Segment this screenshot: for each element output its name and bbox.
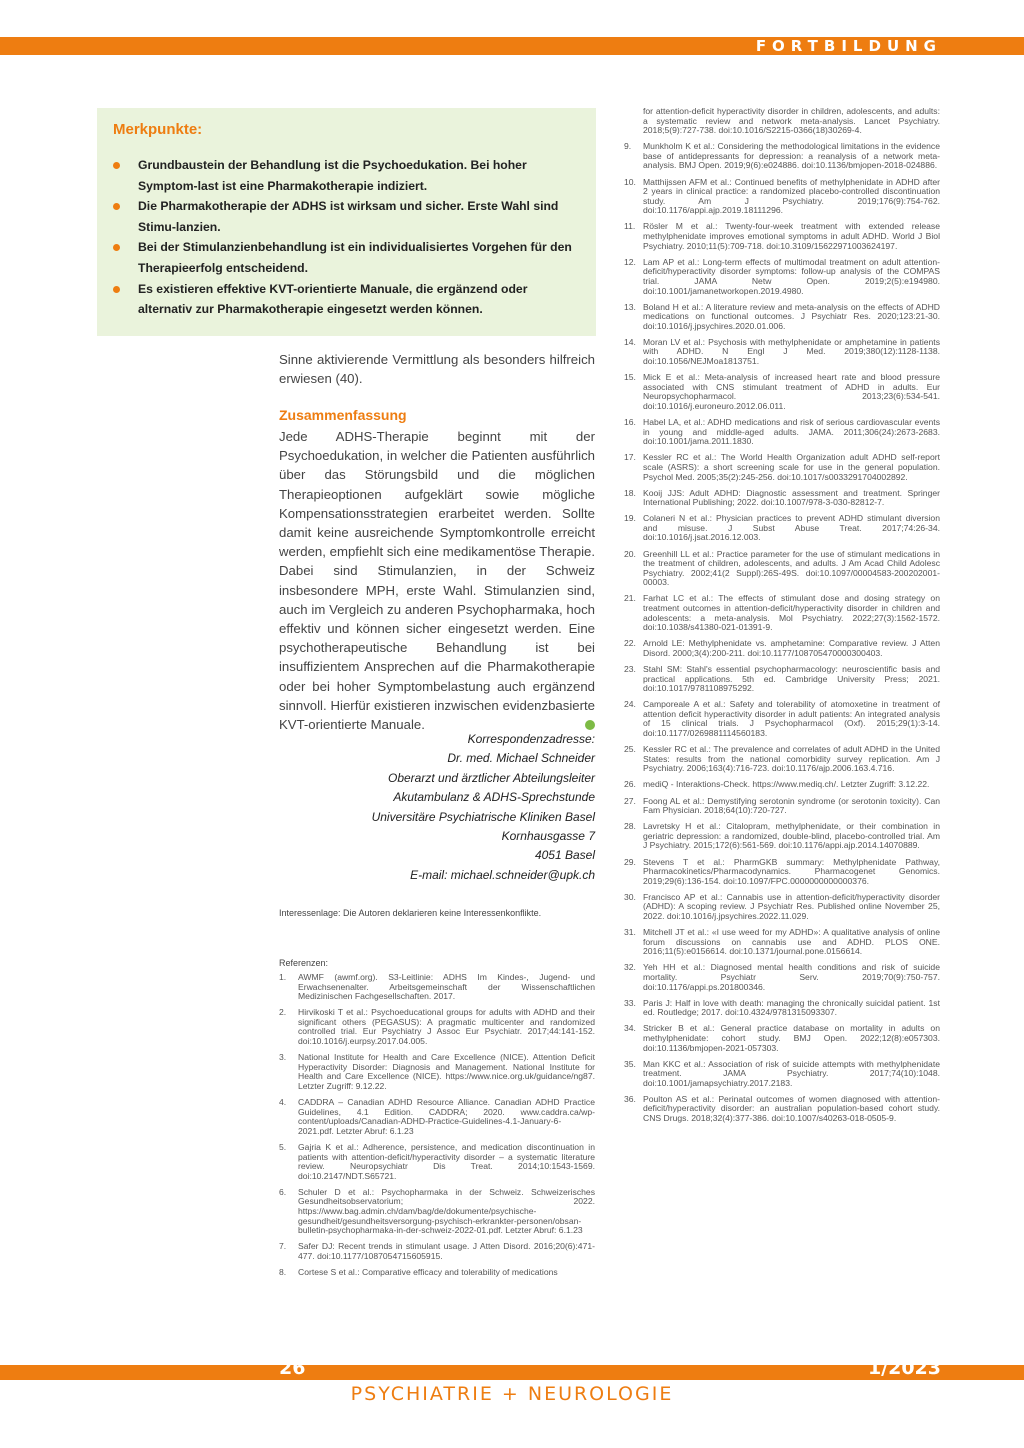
reference-item (624, 745, 940, 774)
page-number: 26 (279, 1357, 306, 1379)
reference-text: Colaneri N et al.: Physician practices to prevent ADHD stimulant diversion and misuse. J Subst Abuse Treat. 2017;74:26-34. doi:10.1016/j.jsat.2016.12.003. (643, 513, 940, 543)
reference-item (624, 550, 940, 588)
reference-item (624, 373, 940, 411)
correspondence-line: Dr. med. Michael Schneider (447, 751, 595, 766)
reference-text: Greenhill LL et al.: Practice parameter for the use of stimulant medications in the treatment of children, adolescents, and adults. J Am Acad Child Adolesc Psychiatry. 2002;41(2 Suppl):26S-49S. doi:10.1097/00004583-200202001-00003. (643, 548, 940, 588)
reference-item (624, 858, 940, 887)
section-label: FORTBILDUNG (755, 37, 942, 55)
reference-text: Kessler RC et al.: The World Health Organization adult ADHD self-report scale (ASRS): a short screening scale for use in the general population. Psychol Med. 2005;35(2):245-256. doi:10.1017/s0033291704002892. (643, 452, 940, 482)
reference-number: 12. (624, 256, 636, 267)
bullet-icon (113, 244, 120, 251)
reference-item (279, 1143, 595, 1181)
reference-item (624, 489, 940, 508)
end-mark-icon (585, 720, 595, 730)
reference-number: 17. (624, 452, 636, 463)
reference-number: 20. (624, 548, 636, 559)
reference-text: Poulton AS et al.: Perinatal outcomes of women diagnosed with attention-deficit/hyperactivity disorder: an australian population-based cohort study. CNS Drugs. 2018;32(4):377-386. doi:10.1007/s40263-018-0505-9. (643, 1093, 940, 1124)
summary-text: Jede ADHS-Therapie beginnt mit der Psychoedukation, in welcher die Patienten ausführlich über das Störungsbild und die möglichen Therapieoptionen aufgeklärt sowie mögliche Kompensationsstrategien erarbeitet werden. Sollte damit keine ausreichende Symptomkontrolle erreicht werden, empfiehlt sich eine medikamentöse Therapie. Dabei sind Stimulanzien, in der Schweiz insbesondere MPH, erste Wahl. Stimulanzien sind, auch im Vergleich zu anderen Psychopharmaka, hoch effektiv und können sicher eingesetzt werden. Eine psychotherapeutische Behandlung ist bei insuffizientem Ansprechen auf die Pharmakotherapie oder bei hoher Symptombelastung auch ergänzend sinnvoll. Hierfür existieren inzwischen evidenzbasierte KVT-orientierte Manuale. (279, 429, 595, 733)
reference-number: 24. (624, 699, 636, 710)
reference-number: 14. (624, 336, 636, 347)
reference-text: Francisco AP et al.: Cannabis use in attention-deficit/hyperactivity disorder (ADHD): A scoping review. J Psychiatr Res. Published online November 25, 2022. doi:10.1016/j.jpsychires.2022.11.029. (643, 891, 940, 921)
reference-text: mediQ - Interaktions-Check. https://www.mediq.ch/. Letzter Zugriff: 3.12.22. (643, 779, 930, 790)
reference-number: 30. (624, 891, 636, 902)
correspondence-line: Korrespondenzadresse: (467, 732, 595, 746)
reference-text: Man KKC et al.: Association of risk of suicide attempts with methylphenidate treatment. JAMA Psychiatry. 2017;74(10):1048. doi:10.1001/jamapsychiatry.2017.2183. (643, 1058, 940, 1088)
merkpunkt-item: Bei der Stimulanzienbehandlung ist ein individualisiertes Vorgehen für den Therapieerfolg entscheidend. (113, 237, 583, 278)
reference-text: Safer DJ: Recent trends in stimulant usage. J Atten Disord. 2016;20(6):471-477. doi:10.1177/1087054715605915. (298, 1241, 595, 1261)
correspondence-line: Akutambulanz & ADHS-Sprechstunde (393, 790, 595, 805)
reference-item (279, 1242, 595, 1261)
reference-text: Lam AP et al.: Long-term effects of multimodal treatment on adult attention-deficit/hyperactivity disorder symptoms: follow-up analysis of the COMPAS trial. JAMA Netw Open. 2019;2(5):e194980. doi:10.1001/jamanetworkopen.2019.4980. (643, 256, 940, 296)
reference-text: Stevens T et al.: PharmGKB summary: Methylphenidate Pathway, Pharmacokinetics/Pharmacodynamics. Pharmacogenet Genomics. 2019;29(6):136-154. doi:10.1097/FPC.0000000000000376. (643, 856, 940, 886)
merkpunkt-item: Grundbaustein der Behandlung ist die Psychoedukation. Bei hoher Symptom-last ist eine Pharmakotherapie indiziert. (113, 155, 583, 196)
merkpunkt-item: Die Pharmakotherapie der ADHS ist wirksam und sicher. Erste Wahl sind Stimu-lanzien. (113, 196, 583, 237)
reference-number: 28. (624, 821, 636, 832)
reference-item (624, 453, 940, 482)
reference-item (624, 780, 940, 790)
reference-text: Yeh HH et al.: Diagnosed mental health conditions and risk of suicide mortality. Psychiatr Serv. 2019;70(9):750-757. doi:10.1176/appi.ps.201800346. (643, 962, 940, 992)
reference-text: Farhat LC et al.: The effects of stimulant dose and dosing strategy on treatment outcomes in attention-deficit/hyperactivity disorder in children and adolescents: a meta-analysis. Mol Psychiatry. 2022;27(3):1562-1572. doi:10.1038/s41380-021-01391-9. (643, 593, 940, 633)
summary-paragraph (279, 427, 595, 734)
reference-number: 13. (624, 301, 636, 312)
reference-text: for attention-deficit hyperactivity disorder in children, adolescents, and adults: a systematic review and network meta-analysis. Lancet Psychiatry. 2018;5(9):727-738. doi:10.1016/S2215-0366(18)30269-4. (643, 106, 940, 136)
reference-text: Kooij JJS: Adult ADHD: Diagnostic assessment and treatment. Springer International Publishing; 2022. doi:10.1007/978-3-030-82812-7. (643, 487, 940, 508)
reference-number: 25. (624, 744, 636, 755)
correspondence-line: 4051 Basel (534, 848, 595, 863)
reference-text: Munkholm K et al.: Considering the methodological limitations in the evidence base of antidepressants for depression: a reanalysis of a network meta-analysis. BMJ Open. 2019;9(6):e024886. doi:10.1136/bmjopen-2018-024886. (643, 141, 940, 171)
reference-number: 19. (624, 513, 636, 524)
reference-item (624, 142, 940, 171)
reference-text: Camporeale A et al.: Safety and tolerability of atomoxetine in treatment of attention deficit hyperactivity disorder in adult patients: An integrated analysis of 15 clinical trials. J Psychopharmacol (Oxf). 2015;29(1):3-14. doi:10.1177/0269881114560183. (643, 699, 940, 739)
reference-number: 10. (624, 176, 636, 187)
reference-number: 15. (624, 372, 636, 383)
reference-item (624, 1024, 940, 1053)
reference-text: Lavretsky H et al.: Citalopram, methylphenidate, or their combination in geriatric depression: a randomized, double-blind, placebo-controlled trial. Am J Psychiatry. 2015;172(6):561-569. doi:10.1176/appi.ajp.2014.14070889. (643, 821, 940, 851)
bullet-icon (113, 203, 120, 210)
reference-item (624, 222, 940, 251)
reference-text: AWMF (awmf.org). S3-Leitlinie: ADHS Im Kindes-, Jugend- und Erwachsenenalter. Arbeitsgemeinschaft der Wissenschaftlichen Medizinischen Fachgesellschaften. 2017. (298, 972, 595, 1002)
reference-text: Matthijssen AFM et al.: Continued benefits of methylphenidate in ADHD after 2 years in clinical practice: a randomized placebo-controlled discontinuation study. Am J Psychiatry. 2019;176(9):754-762. doi:10.1176/appi.ajp.2019.18111296. (643, 176, 940, 216)
reference-item (624, 1060, 940, 1089)
reference-item (279, 1053, 595, 1091)
reference-item (279, 1188, 595, 1236)
reference-number: 22. (624, 638, 636, 649)
issue-number: 1/2023 (867, 1357, 941, 1379)
bullet-icon (113, 286, 120, 293)
reference-item (279, 973, 595, 1002)
reference-number: 32. (624, 962, 636, 973)
reference-item (624, 963, 940, 992)
reference-item (624, 700, 940, 738)
reference-item (624, 178, 940, 216)
reference-text: Kessler RC et al.: The prevalence and correlates of adult ADHD in the United States: results from the national comorbidity survey replication. Am J Psychiatry. 2006;163(4):716-723. doi:10.1176/ajp.2006.163.4.716. (643, 744, 940, 774)
correspondence-line: Universitäre Psychiatrische Kliniken Basel (371, 809, 595, 824)
conflict-statement: Interessenlage: Die Autoren deklarieren keine Interessenkonflikte. (279, 908, 542, 918)
reference-item (624, 107, 940, 136)
reference-text: Stahl SM: Stahl's essential psychopharmacology: neuroscientific basis and practical applications. 5th ed. Cambridge University Press; 2021. doi:10.1017/9781108975292. (643, 664, 940, 694)
reference-text: Mitchell JT et al.: «I use weed for my ADHD»: A qualitative analysis of online forum discussions on cannabis use and ADHD. PLOS ONE. 2016;11(5):e0156614. doi:10.1371/journal.pone.0156614. (643, 927, 940, 957)
reference-text: Habel LA, et al.: ADHD medications and risk of serious cardiovascular events in young and middle-aged adults. JAMA. 2011;306(24):2673-2683. doi:10.1001/jama.2011.1830. (643, 417, 940, 447)
reference-item (624, 594, 940, 632)
journal-title: PSYCHIATRIE + NEUROLOGIE (350, 1383, 674, 1405)
reference-item (624, 258, 940, 296)
reference-number: 2. (279, 1007, 287, 1018)
reference-text: Mick E et al.: Meta-analysis of increased heart rate and blood pressure associated with CNS stimulant treatment of ADHD in adults. Eur Neuropsychopharmacol. 2013;23(6):534-541. doi:10.1016/j.euroneuro.2012.06.011. (643, 372, 940, 411)
reference-item (624, 639, 940, 658)
reference-number: 33. (624, 997, 636, 1008)
reference-item (279, 1098, 595, 1136)
reference-text: National Institute for Health and Care Excellence (NICE). Attention Deficit Hyperactivity Disorder: Diagnosis and Management. National Institute for Health and Care Excellence (NICE). https://www.nice.org.uk/guidance/ng87. Letzter Zugriff: 9.12.22. (298, 1052, 595, 1091)
merkpunkte-box (97, 108, 596, 336)
reference-item (624, 999, 940, 1018)
correspondence-email: E-mail: michael.schneider@upk.ch (410, 867, 595, 882)
reference-number: 9. (624, 141, 632, 152)
reference-text: Foong AL et al.: Demystifying serotonin syndrome (or serotonin toxicity). Can Fam Physician. 2018;64(10):720-727. (643, 795, 940, 816)
reference-text: Paris J: Half in love with death: managing the chronically suicidal patient. 1st ed. Routledge; 2017. doi:10.4324/9781315093307. (643, 997, 940, 1018)
reference-text: Cortese S et al.: Comparative efficacy and tolerability of medications (298, 1266, 558, 1277)
reference-number: 35. (624, 1058, 636, 1069)
summary-heading: Zusammenfassung (279, 407, 407, 423)
reference-number: 34. (624, 1023, 636, 1034)
reference-number: 7. (279, 1241, 287, 1252)
reference-item (624, 1095, 940, 1124)
reference-number: 6. (279, 1186, 287, 1197)
reference-number: 1. (279, 972, 287, 982)
reference-number: 21. (624, 593, 636, 604)
reference-text: Hirvikoski T et al.: Psychoeducational groups for adults with ADHD and their significant others (PEGASUS): A pragmatic multicenter and randomized controlled trial. Eur Psychiatry J Assoc Eur Psychiatr. 2017;44:141-152. doi:10.1016/j.eurpsy.2017.04.005. (298, 1007, 595, 1047)
reference-number: 23. (624, 664, 636, 674)
merkpunkte-list (113, 155, 583, 320)
references-list-left (279, 973, 595, 1284)
reference-item (624, 514, 940, 543)
reference-number: 27. (624, 795, 636, 806)
reference-item (624, 797, 940, 816)
reference-number: 4. (279, 1097, 287, 1108)
reference-number: 29. (624, 856, 636, 867)
reference-text: Schuler D et al.: Psychopharmaka in der Schweiz. Schweizerisches Gesundheitsobservatorium; 2022. https://www.bag.admin.ch/dam/bag/de/dokumente/psychische-gesundheit/gesundheitsversorgung-psychisch-erkrankter-personen/obsan-bulletin-psychopharmaka-in-der-schweiz-2022-01.pdf. Letzter Abruf: 6.1.23 (298, 1186, 595, 1236)
references-list-right (624, 107, 940, 1130)
reference-text: Rösler M et al.: Twenty-four-week treatment with extended release methylphenidate improves emotional symptoms in adult ADHD. World J Biol Psychiatry. 2010;11(5):709-718. doi:10.3109/15622971003624197. (643, 221, 940, 251)
reference-item (279, 1268, 595, 1278)
reference-item (624, 418, 940, 447)
references-heading: Referenzen: (279, 958, 329, 968)
correspondence-line: Oberarzt und ärztlicher Abteilungsleiter (388, 770, 595, 785)
merkpunkte-title: Merkpunkte: (113, 121, 203, 138)
reference-item (279, 1008, 595, 1046)
reference-number: 3. (279, 1052, 287, 1063)
reference-number: 26. (624, 779, 636, 790)
reference-item (624, 665, 940, 694)
reference-text: Boland H et al.: A literature review and meta-analysis on the effects of ADHD medications on functional outcomes. J Psychiatr Res. 2020;123:21-30. doi:10.1016/j.jpsychires.2020.01.006. (643, 301, 940, 331)
reference-number: 31. (624, 927, 636, 938)
reference-number: 36. (624, 1093, 636, 1104)
bullet-icon (113, 162, 120, 169)
reference-number: 18. (624, 487, 636, 498)
reference-text: Stricker B et al.: General practice database on mortality in adults on methylphenidate: cohort study. BMJ Open. 2022;12(8):e057303. doi:10.1136/bmjopen-2021-057303. (643, 1023, 940, 1053)
reference-text: Arnold LE: Methylphenidate vs. amphetamine: Comparative review. J Atten Disord. 2000;3(4):200-211. doi:10.1177/108705470000300403. (643, 638, 940, 658)
reference-number: 8. (279, 1266, 287, 1277)
reference-item (624, 303, 940, 332)
correspondence-block (279, 730, 595, 885)
reference-text: Gajria K et al.: Adherence, persistence, and medication discontinuation in patients with attention-deficit/hyperactivity disorder – a systematic literature review. Neuropsychiatr Dis Treat. 2014;10:1543-1569. doi:10.2147/NDT.S65721. (298, 1141, 595, 1181)
reference-number: 16. (624, 417, 636, 428)
reference-item (624, 822, 940, 851)
merkpunkt-item: Es existieren effektive KVT-orientierte Manuale, die ergänzend oder alternativ zur Pharmakotherapie eingesetzt werden können. (113, 279, 583, 320)
reference-number: 5. (279, 1141, 287, 1152)
header-bar (0, 37, 1024, 55)
reference-item (624, 893, 940, 922)
reference-text: Moran LV et al.: Psychosis with methylphenidate or amphetamine in patients with ADHD. N Engl J Med. 2019;380(12):1128-1138. doi:10.1056/NEJMoa1813751. (643, 336, 940, 367)
reference-text: CADDRA – Canadian ADHD Resource Alliance. Canadian ADHD Practice Guidelines, 4.1 Edition. CADDRA; 2020. www.caddra.ca/wp-content/uploads/Canadian-ADHD-Practice-Guidelines-4.1-January-6-2021.pdf. Letzter Abruf: 6.1.23 (298, 1097, 595, 1136)
reference-number: 11. (624, 221, 636, 232)
reference-item (624, 338, 940, 367)
correspondence-line: Kornhausgasse 7 (501, 829, 595, 844)
intro-paragraph: Sinne aktivierende Vermittlung als besonders hilfreich erwiesen (40). (279, 352, 595, 387)
reference-item (624, 928, 940, 957)
